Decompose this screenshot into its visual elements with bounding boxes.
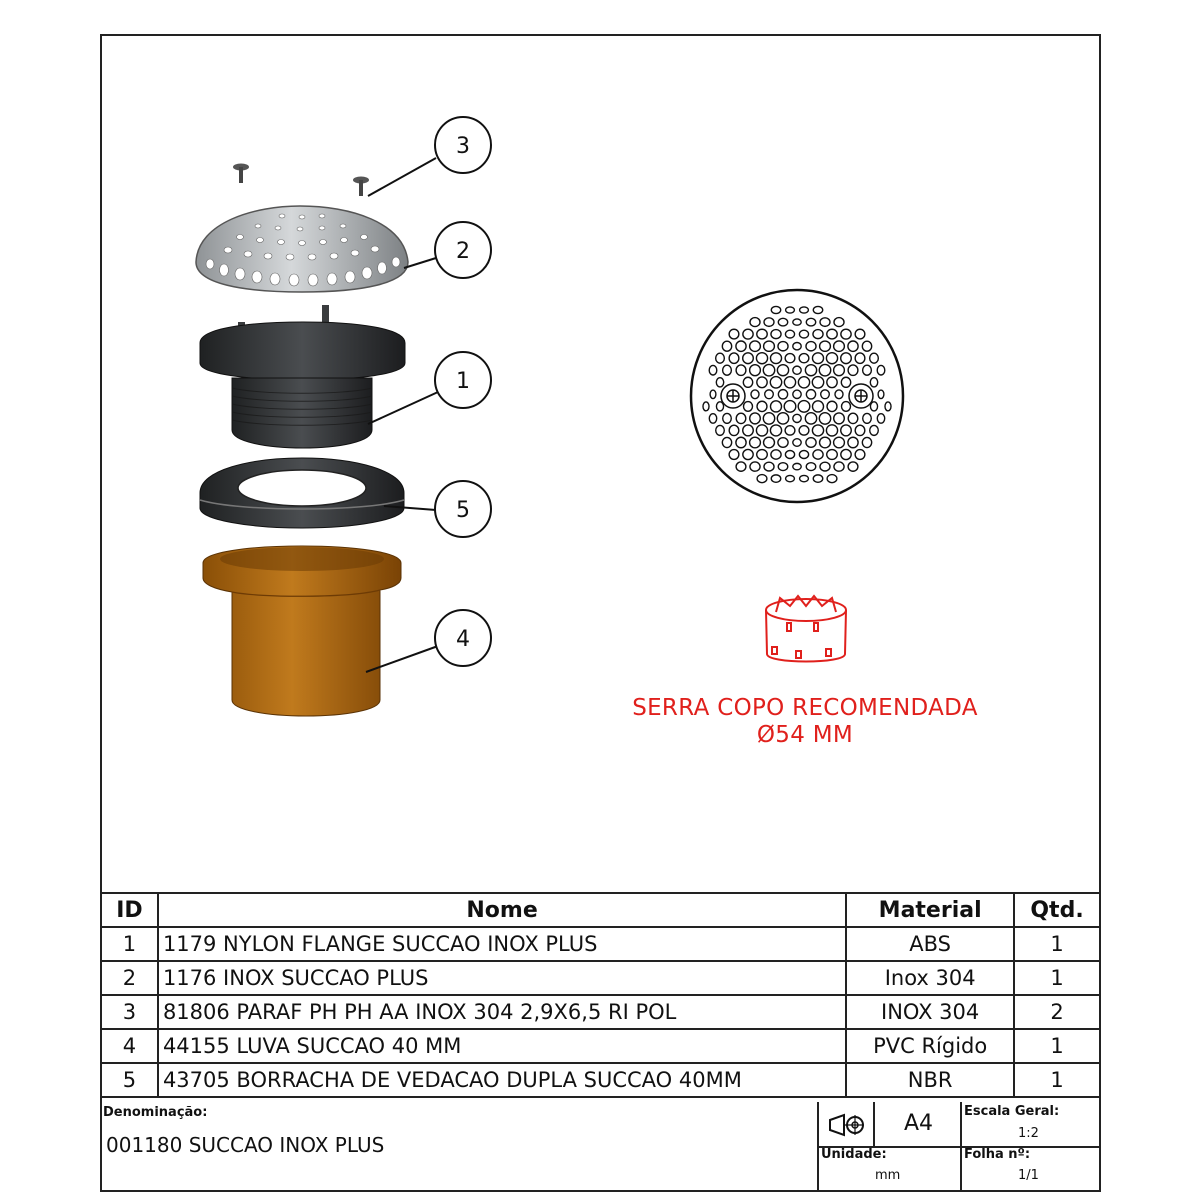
perforation-hole [716, 353, 725, 363]
perforation-hole [819, 364, 830, 375]
divider [873, 1102, 875, 1147]
perforation-hole [878, 390, 884, 399]
perforation-hole [770, 377, 781, 389]
perforation-hole [834, 341, 845, 352]
perforation-hole [793, 390, 801, 398]
perforation-hole [841, 353, 852, 364]
perforation-hole [750, 365, 761, 376]
perforation-hole [812, 425, 823, 436]
perforation-hole [793, 463, 801, 469]
perforation-hole [848, 462, 858, 471]
bom-header-qtd: Qtd. [1014, 893, 1100, 927]
perforation-hole [716, 378, 723, 387]
bom-cell-id: 2 [101, 961, 158, 995]
perforation-hole [786, 475, 795, 481]
flange-part-1 [200, 305, 405, 448]
table-row [101, 1029, 1100, 1063]
perforation-hole [778, 342, 788, 351]
perforation-hole [848, 437, 858, 448]
table-row [101, 927, 1100, 961]
perforation-hole [743, 425, 754, 436]
perforation-hole [770, 401, 781, 412]
balloon-4 [435, 610, 491, 666]
perforation-hole [827, 329, 837, 339]
perforation-hole [764, 341, 775, 351]
perforation-hole [744, 402, 753, 412]
perforation-hole [813, 450, 823, 459]
perforation-hole [805, 413, 816, 424]
bom-cell-material: ABS [846, 927, 1014, 961]
perforation-hole [784, 377, 795, 388]
svg-text:3: 3 [456, 134, 470, 159]
perforation-hole [819, 413, 830, 425]
divider [817, 1170, 819, 1192]
perforation-hole [729, 425, 739, 435]
unidade-value: mm [875, 1168, 901, 1183]
perforation-hole [743, 353, 754, 364]
screw-head-left [721, 384, 745, 408]
bom-cell-material: NBR [846, 1063, 1014, 1097]
perforation-hole [793, 319, 801, 325]
perforation-hole [870, 425, 879, 435]
perforation-hole [743, 377, 752, 387]
perforation-hole [834, 437, 845, 448]
perforation-hole [842, 402, 851, 412]
bill-of-materials-table [100, 892, 1101, 1098]
perforation-hole [863, 365, 872, 375]
perforation-hole [827, 450, 838, 460]
perforation-hole [756, 353, 767, 364]
perforation-hole [862, 437, 871, 447]
bom-cell-nome: 81806 PARAF PH PH AA INOX 304 2,9X6,5 RI POL [158, 995, 846, 1029]
perforation-hole [813, 330, 823, 339]
perforation-hole [885, 402, 891, 411]
bom-cell-qtd: 1 [1014, 1029, 1100, 1063]
balloon-1 [435, 352, 491, 408]
bom-cell-material: Inox 304 [846, 961, 1014, 995]
perforation-hole [834, 462, 844, 471]
hole-saw-note: SERRA COPO RECOMENDADA [632, 695, 978, 721]
table-row [101, 961, 1100, 995]
bom-cell-qtd: 1 [1014, 1063, 1100, 1097]
perforation-hole [820, 341, 831, 351]
perforation-hole [827, 401, 837, 411]
bom-header-nome: Nome [158, 893, 846, 927]
perforation-hole [826, 425, 837, 436]
perforation-hole [793, 439, 801, 447]
svg-text:5: 5 [456, 498, 470, 523]
drawing-title: 001180 SUCCAO INOX PLUS [106, 1133, 385, 1157]
perforation-hole [877, 365, 885, 375]
perforation-hole [806, 390, 815, 399]
perforation-hole [805, 365, 816, 376]
perforation-hole [771, 330, 781, 339]
perforation-hole [786, 307, 795, 313]
bom-cell-id: 4 [101, 1029, 158, 1063]
perforation-hole [820, 437, 831, 448]
perforation-hole [771, 450, 781, 459]
hole-saw-icon [766, 596, 846, 662]
perforation-hole [855, 425, 865, 435]
perforation-hole [778, 463, 787, 471]
perforation-hole [756, 425, 767, 436]
perforation-hole [764, 462, 774, 471]
perforation-hole [812, 353, 823, 364]
perforation-hole [799, 451, 808, 459]
folha-value: 1/1 [1018, 1168, 1039, 1183]
perforation-hole [729, 353, 739, 363]
divider [817, 1190, 1101, 1192]
perforation-hole [729, 329, 739, 339]
perforation-hole [722, 341, 731, 351]
perforation-hole [763, 413, 774, 425]
screen-top-view [691, 290, 903, 502]
perforation-hole [870, 378, 877, 387]
perforation-hole [834, 413, 845, 424]
screen-part-2 [196, 206, 408, 292]
bom-cell-nome: 1179 NYLON FLANGE SUCCAO INOX PLUS [158, 927, 846, 961]
perforation-hole [770, 353, 781, 364]
perforation-hole [870, 353, 879, 363]
perforation-hole [820, 318, 830, 327]
sleeve-part-4 [203, 546, 401, 716]
perforation-hole [777, 365, 788, 376]
perforation-hole [855, 329, 865, 339]
title-block [100, 1102, 1101, 1192]
denominacao-label: Denominação: [103, 1105, 208, 1120]
gasket-part-5 [200, 458, 404, 528]
perforation-hole [778, 438, 788, 448]
perforation-hole [757, 475, 767, 483]
perforation-hole [821, 390, 830, 399]
perforation-hole [806, 342, 816, 351]
screw-part-3 [233, 164, 369, 197]
perforation-hole [710, 390, 716, 399]
bom-cell-qtd: 1 [1014, 927, 1100, 961]
bom-cell-nome: 43705 BORRACHA DE VEDACAO DUPLA SUCCAO 40MM [158, 1063, 846, 1097]
perforation-hole [709, 365, 717, 375]
perforation-hole [757, 377, 767, 388]
perforation-hole [820, 462, 830, 471]
escala-label: Escala Geral: [964, 1104, 1060, 1119]
perforation-hole [722, 437, 731, 447]
table-row [101, 1063, 1100, 1097]
perforation-hole [785, 330, 794, 338]
perforation-hole [751, 390, 759, 399]
perforation-hole [750, 413, 761, 424]
bom-header-material: Material [846, 893, 1014, 927]
perforation-hole [827, 377, 837, 388]
perforation-hole [827, 475, 837, 483]
perforation-hole [848, 365, 858, 376]
screw-head-right [849, 384, 873, 408]
perforation-hole [806, 463, 815, 471]
bom-cell-id: 1 [101, 927, 158, 961]
perforation-hole [813, 475, 823, 482]
perforation-hole [757, 450, 768, 460]
hole-saw-diameter: Ø54 MM [756, 722, 854, 748]
sheet-format: A4 [904, 1111, 934, 1136]
perforation-hole [862, 341, 871, 351]
perforation-hole [743, 449, 753, 459]
perforation-hole [709, 414, 716, 424]
perforation-hole [841, 425, 852, 436]
perforation-hole [812, 377, 823, 389]
perforation-hole [716, 425, 725, 435]
divider [817, 1102, 819, 1170]
perforation-hole [826, 353, 837, 364]
perforation-hole [765, 390, 774, 399]
perforation-hole [800, 475, 809, 481]
bom-cell-qtd: 2 [1014, 995, 1100, 1029]
bom-header-id: ID [101, 893, 158, 927]
perforation-hole [736, 462, 746, 471]
perforation-hole [877, 414, 884, 424]
perforation-hole [785, 451, 794, 459]
perforation-hole [793, 342, 801, 349]
folha-label: Folha nº: [964, 1147, 1031, 1162]
perforation-hole [834, 318, 844, 327]
perforation-hole [799, 426, 809, 435]
perforation-hole [863, 413, 872, 423]
perforation-hole [723, 413, 732, 423]
perforation-hole [764, 437, 775, 448]
bom-cell-id: 5 [101, 1063, 158, 1097]
perforation-hole [771, 306, 780, 313]
perforation-hole [778, 318, 787, 326]
bom-cell-nome: 44155 LUVA SUCCAO 40 MM [158, 1029, 846, 1063]
bom-cell-material: INOX 304 [846, 995, 1014, 1029]
perforation-hole [785, 354, 795, 363]
perforation-hole [798, 401, 810, 413]
perforation-hole [777, 413, 788, 424]
perforation-hole [736, 413, 746, 423]
perforation-hole [763, 364, 774, 375]
bom-cell-material: PVC Rígido [846, 1029, 1014, 1063]
perforation-hole [729, 450, 739, 460]
unidade-label: Unidade: [821, 1147, 887, 1162]
perforation-hole [785, 426, 795, 435]
perforation-hole [770, 425, 781, 436]
perforation-hole [771, 475, 781, 482]
projection-symbol-icon [827, 1112, 865, 1138]
perforation-hole [750, 341, 761, 352]
bom-cell-id: 3 [101, 995, 158, 1029]
svg-text:2: 2 [456, 239, 470, 264]
balloon-3 [435, 117, 491, 173]
escala-value: 1:2 [1018, 1126, 1039, 1141]
perforation-hole [799, 330, 808, 338]
perforation-hole [757, 329, 767, 339]
perforation-hole [841, 449, 851, 459]
perforation-hole [799, 354, 809, 363]
perforation-hole [703, 402, 709, 411]
perforation-hole [855, 353, 865, 363]
perforation-hole [757, 401, 767, 411]
perforation-hole [793, 414, 801, 422]
perforation-hole [798, 377, 809, 388]
balloon-2 [435, 222, 491, 278]
perforation-hole [736, 365, 746, 376]
perforation-hole [800, 307, 809, 313]
bom-header-row [101, 893, 1100, 927]
bom-cell-nome: 1176 INOX SUCCAO PLUS [158, 961, 846, 995]
perforation-hole [812, 401, 823, 412]
perforation-hole [784, 401, 796, 413]
svg-text:4: 4 [456, 627, 470, 652]
perforation-hole [750, 437, 761, 448]
perforation-hole [834, 365, 845, 376]
perforation-hole [723, 365, 732, 375]
perforation-hole [841, 329, 851, 339]
perforation-hole [764, 318, 774, 327]
perforation-hole [736, 341, 746, 351]
perforation-hole [806, 318, 815, 326]
perforation-hole [813, 306, 822, 313]
perforation-hole [806, 438, 816, 448]
perforation-hole [736, 437, 746, 448]
perforation-hole [778, 390, 787, 399]
perforation-hole [793, 366, 801, 374]
perforation-hole [841, 377, 850, 387]
perforation-hole [855, 450, 865, 460]
perforation-hole [848, 341, 858, 351]
perforation-hole [743, 329, 753, 339]
table-row [101, 995, 1100, 1029]
perforation-hole [835, 390, 843, 399]
bom-cell-qtd: 1 [1014, 961, 1100, 995]
perforation-hole [750, 318, 760, 327]
perforation-hole [750, 462, 760, 471]
svg-text:1: 1 [456, 369, 470, 394]
balloon-5 [435, 481, 491, 537]
perforation-hole [848, 413, 858, 423]
